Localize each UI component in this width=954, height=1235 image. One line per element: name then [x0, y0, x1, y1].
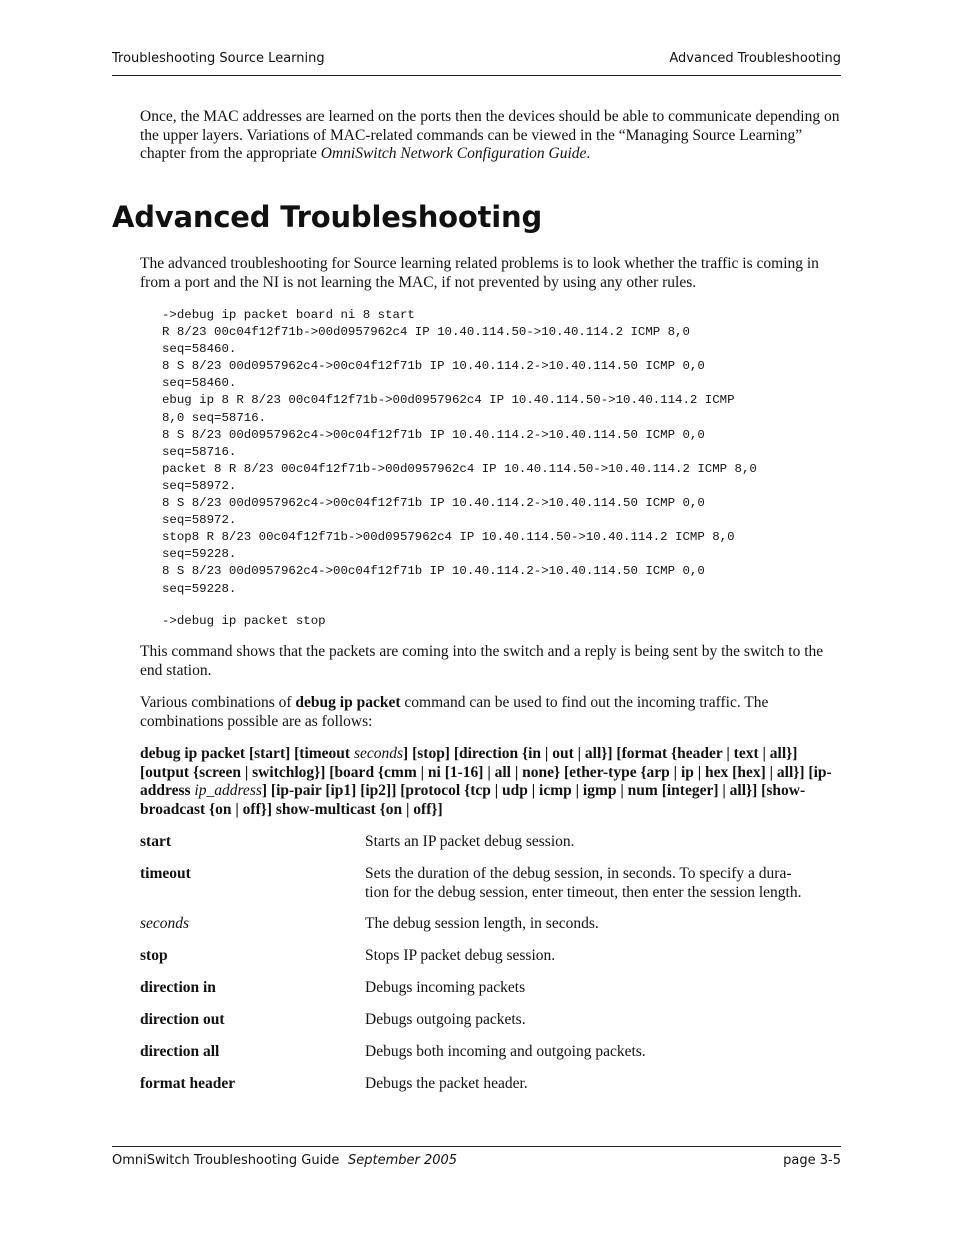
- syntax-part-3: ] [ip-pair [ip1] [ip2]] [protocol {tcp | udp | icmp | igmp | num [integer] | all}] [show-broadcast {on | off}] show-multicast {on | off}]: [140, 782, 806, 818]
- param-term: direction all: [140, 1043, 220, 1060]
- param-term: format header: [140, 1075, 236, 1092]
- combinations-paragraph: [140, 694, 840, 731]
- debug-output-code-block: ->debug ip packet board ni 8 start R 8/23 00c04f12f71b->00d0957962c4 IP 10.40.114.50->10.40.114.2 ICMP 8,0 seq=58460. 8 S 8/23 00d0957962c4->00c04f12f71b IP 10.40.114.2->10.40.114.50 ICMP 0,0 seq=58460. ebug ip 8 R 8/23 00c04f12f71b->00d0957962c4 IP 10.40.114.50->10.40.114.2 ICMP 8,0 seq=58716. 8 S 8/23 00d0957962c4->00c04f12f71b IP 10.40.114.2->10.40.114.50 ICMP 0,0 seq=58716. packet 8 R 8/23 00c04f12f71b->00d0957962c4 IP 10.40.114.50->10.40.114.2 ICMP 8,0 seq=58972. 8 S 8/23 00d0957962c4->00c04f12f71b IP 10.40.114.2->10.40.114.50 ICMP 0,0 seq=58972. stop8 R 8/23 00c04f12f71b->00d0957962c4 IP 10.40.114.50->10.40.114.2 ICMP 8,0 seq=59228. 8 S 8/23 00d0957962c4->00c04f12f71b IP 10.40.114.2->10.40.114.50 ICMP 0,0 seq=59228.: [162, 308, 757, 596]
- running-header: [112, 51, 841, 76]
- section-heading: Advanced Troubleshooting: [112, 200, 543, 234]
- running-footer: [112, 1146, 841, 1168]
- param-term: direction in: [140, 979, 216, 996]
- intro-text: Once, the MAC addresses are learned on the ports then the devices should be able to communicate depending on the upper layers. Variations of MAC-related commands can be viewed in the “Managing Source Learning” chapter from the appropriate: [140, 108, 840, 162]
- param-desc: Debugs the packet header.: [365, 1075, 528, 1092]
- footer-guide-title: OmniSwitch Troubleshooting Guide: [112, 1153, 340, 1168]
- syntax-seconds-arg: seconds: [353, 745, 404, 762]
- combinations-after: command can be used to find out the incoming traffic. The combinations possible are as follows:: [140, 694, 769, 730]
- param-desc: Starts an IP packet debug session.: [365, 833, 575, 850]
- param-desc: Debugs incoming packets: [365, 979, 526, 996]
- param-desc: Stops IP packet debug session.: [365, 947, 556, 964]
- command-syntax: [140, 745, 840, 819]
- param-term: direction out: [140, 1011, 225, 1028]
- param-term: stop: [140, 947, 168, 964]
- param-desc: Debugs both incoming and outgoing packets.: [365, 1043, 646, 1060]
- command-explanation-text: This command shows that the packets are coming into the switch and a reply is being sent by the switch to the end station.: [140, 643, 824, 679]
- command-name-bold: debug ip packet: [295, 694, 401, 711]
- header-chapter-title: Troubleshooting Source Learning: [112, 51, 325, 66]
- page-number: page 3-5: [783, 1153, 841, 1168]
- intro-paragraph: [140, 108, 840, 164]
- syntax-part-2: ] [stop] [direction {in | out | all}] [format {header | text | all}] [output {screen | switchlog}] [board {cmm | ni [1-16] | all | none} [ether-type {arp | ip | hex [hex] | all}] [ip-address: [140, 745, 832, 799]
- advanced-intro-text: The advanced troubleshooting for Source learning related problems is to look whether the traffic is coming in from a port and the NI is not learning the MAC, if not prevented by using any other rules.: [140, 255, 819, 291]
- guide-title-italic: OmniSwitch Network Configuration Guide: [320, 145, 587, 162]
- intro-end: .: [586, 145, 591, 162]
- param-desc: Sets the duration of the debug session, in seconds. To specify a dura- tion for the debug session, enter timeout, then enter the session length.: [365, 865, 802, 901]
- syntax-part-1: debug ip packet [start] [timeout: [140, 745, 354, 762]
- command-explanation-paragraph: [140, 643, 840, 680]
- syntax-ip-address-arg: ip_address: [194, 782, 262, 799]
- combinations-before: Various combinations of: [140, 694, 296, 711]
- debug-stop-command: ->debug ip packet stop: [162, 614, 326, 628]
- param-term: timeout: [140, 865, 191, 882]
- header-section-title: Advanced Troubleshooting: [669, 51, 841, 66]
- param-desc: The debug session length, in seconds.: [365, 915, 599, 932]
- param-term: seconds: [140, 915, 190, 932]
- param-term: start: [140, 833, 171, 850]
- advanced-intro-paragraph: [140, 255, 840, 292]
- param-desc: Debugs outgoing packets.: [365, 1011, 526, 1028]
- footer-date: September 2005: [348, 1153, 458, 1168]
